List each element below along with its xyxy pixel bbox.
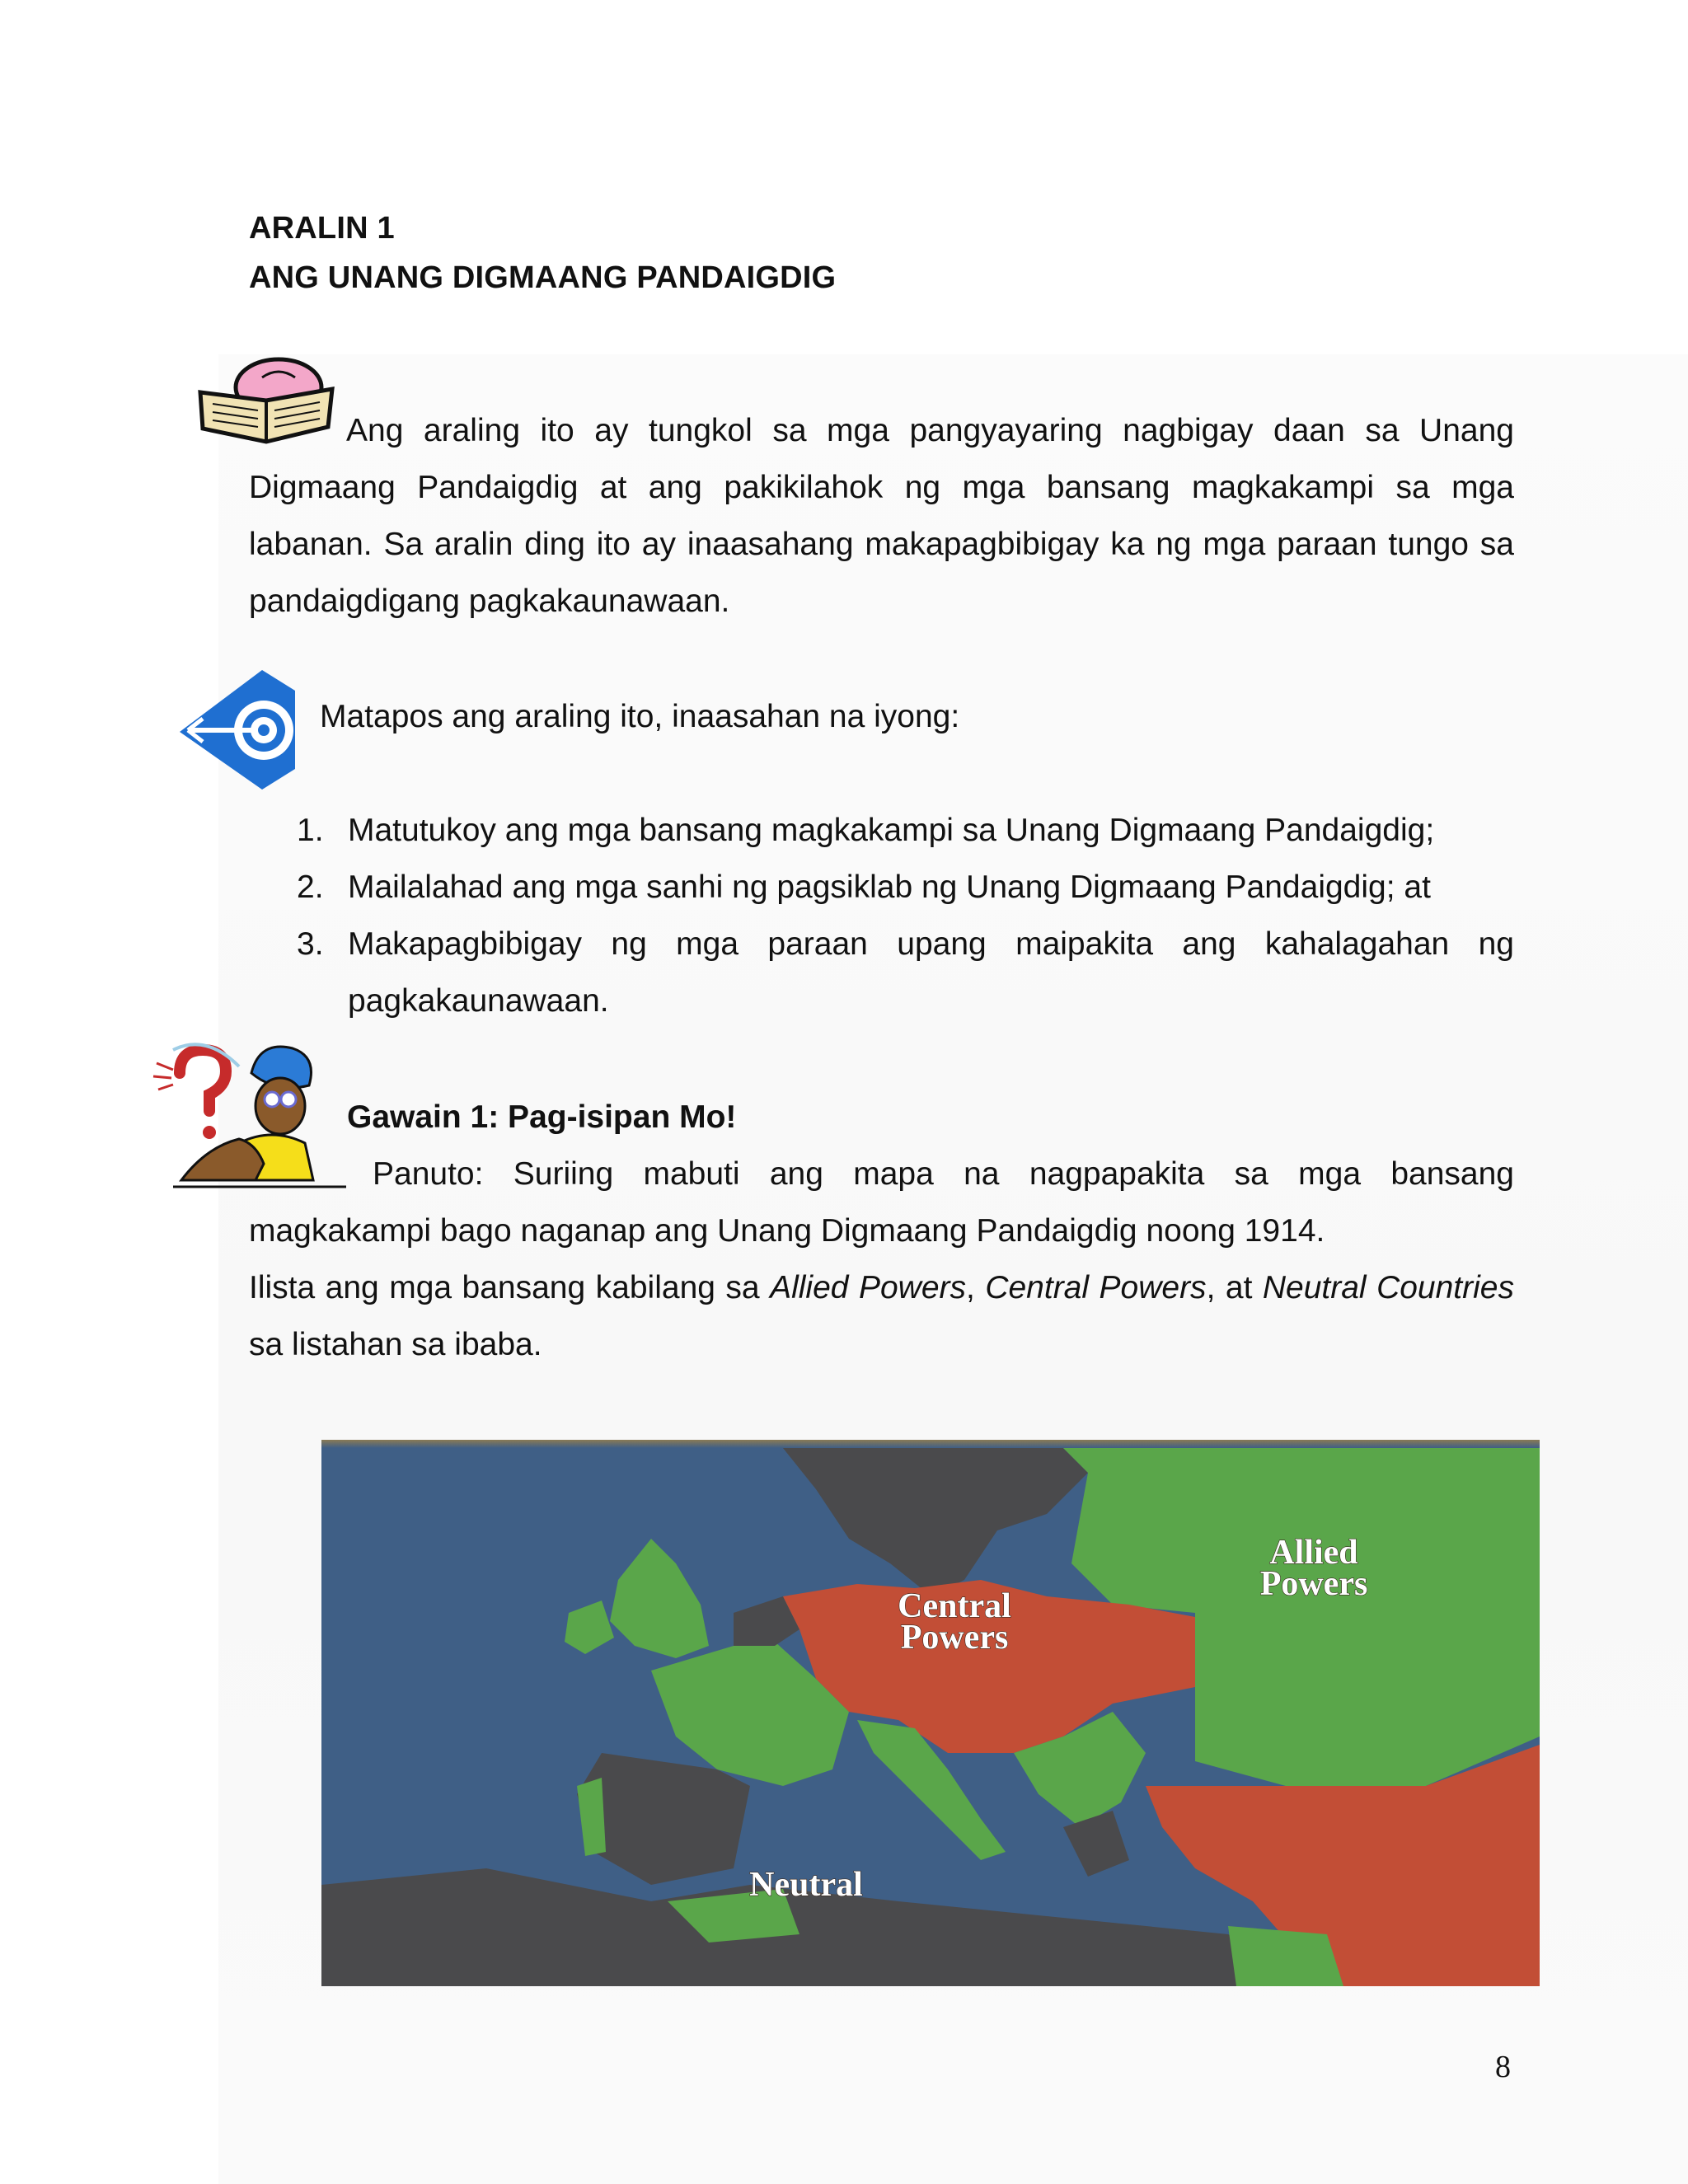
target-icon	[171, 666, 295, 794]
neutral-label: Neutral	[749, 1866, 863, 1904]
lesson-number: ARALIN 1	[249, 211, 395, 246]
objective-text: Matutukoy ang mga bansang magkakampi sa Unang Digmaang Pandaigdig;	[348, 813, 1435, 848]
objective-text: Mailalahad ang mga sanhi ng pagsiklab ng Unang Digmaang Pandaigdig; at	[348, 869, 1431, 905]
allied-label-line2: Powers	[1259, 1565, 1368, 1603]
list-prefix: Ilista ang mga bansang kabilang sa	[249, 1270, 771, 1305]
allied-powers-term: Allied Powers	[770, 1270, 966, 1305]
europe-1914-map	[321, 1440, 1540, 1986]
separator: ,	[966, 1270, 986, 1305]
objective-item	[288, 859, 1514, 916]
page-number: 8	[1495, 2050, 1511, 2084]
instruction-text: Panuto: Suriing mabuti ang mapa na nagpapakita sa mga bansang magkakampi bago naganap ang Unang Digmaang Pandaigdig noong 1914.	[249, 1156, 1514, 1249]
objective-number: 3.	[297, 926, 324, 962]
central-label-line2: Powers	[900, 1619, 1009, 1657]
objectives-intro: Matapos ang araling ito, inaasahan na iyong:	[320, 699, 960, 734]
list-suffix: sa listahan sa ibaba.	[249, 1327, 542, 1362]
objective-number: 2.	[297, 869, 324, 905]
objective-item	[288, 916, 1514, 1029]
objective-number: 1.	[297, 813, 324, 848]
allied-label-line1: Allied	[1269, 1534, 1358, 1572]
activity-instruction	[249, 1146, 1514, 1259]
activity-title: Gawain 1: Pag-isipan Mo!	[347, 1099, 737, 1135]
objective-item	[288, 802, 1514, 859]
separator: , at	[1206, 1270, 1263, 1305]
lesson-title: ANG UNANG DIGMAANG PANDAIGDIG	[249, 260, 837, 295]
question-mark-icon	[153, 1044, 239, 1139]
activity-list-instruction	[249, 1259, 1514, 1373]
central-label-line1: Central	[898, 1587, 1011, 1625]
intro-text: Ang araling ito ay tungkol sa mga pangyayaring nagbigay daan sa Unang Digmaang Pandaigdig at ang pakikilahok ng mga bansang magkakampi sa mga labanan. Sa aralin ding ito ay inaasahang makapagbibigay ka ng mga paraan tungo sa pandaigdigang pagkakaunawaan.	[249, 413, 1514, 619]
objectives-list	[288, 802, 1514, 1029]
central-powers-term: Central Powers	[985, 1270, 1207, 1305]
objective-text: Makapagbibigay ng mga paraan upang maipakita ang kahalagahan ng pagkakaunawaan.	[348, 926, 1514, 1019]
neutral-countries-term: Neutral Countries	[1262, 1270, 1514, 1305]
intro-paragraph	[249, 402, 1514, 630]
